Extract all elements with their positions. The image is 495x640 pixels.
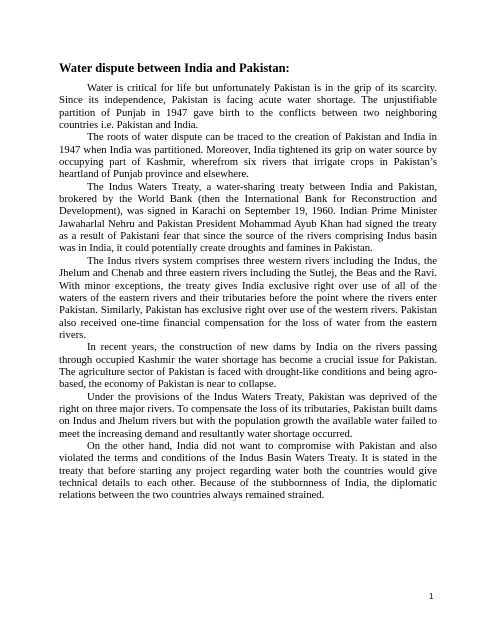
document-title: Water dispute between India and Pakistan: — [59, 61, 290, 75]
paragraph-7: On the other hand, India did not want to compromise with Pakistan and also violated the terms and conditions of the Indus Basin Waters Treaty. It is stated in the treaty that before starting any project regarding water both the countries would give technical details to each other. Because of the stubbornness of India, the diplomatic relations between the two countries always remained strained. — [59, 439, 437, 502]
paragraph-4: The Indus rivers system comprises three western rivers including the Indus, the Jhelum and Chenab and three eastern rivers including the Sutlej, the Beas and the Ravi. With minor exceptions, the treaty gives India exclusive right over use of all of the waters of the eastern rivers and their tributaries before the point where the rivers enter Pakistan. Similarly, Pakistan has exclusive right over use of the western rivers. Pakistan also received one-time financial compensation for the loss of water from the eastern rivers. — [59, 254, 437, 341]
paragraph-5: In recent years, the construction of new dams by India on the rivers passing through occupied Kashmir the water shortage has become a crucial issue for Pakistan. The agriculture sector of Pakistan is faced with drought-like conditions and being agro-based, the economy of Pakistan is near to collapse. — [59, 341, 437, 391]
page-number: 1 — [429, 592, 434, 601]
paragraph-6: Under the provisions of the Indus Waters Treaty, Pakistan was deprived of the right on three major rivers. To compensate the loss of its tributaries, Pakistan built dams on Indus and Jhelum rivers but with the population growth the available water failed to meet the increasing demand and resultantly water shortage occurred. — [59, 390, 437, 440]
paragraph-3: The Indus Waters Treaty, a water-sharing treaty between India and Pakistan, brokered by the World Bank (then the International Bank for Reconstruction and Development), was signed in Karachi on September 19, 1960. Indian Prime Minister Jawaharlal Nehru and Pakistan President Mohammad Ayub Khan had signed the treaty as a result of Pakistani fear that since the source of the rivers comprising Indus basin was in India, it could potentially create droughts and famines in Pakistan. — [59, 180, 437, 255]
paragraph-1: Water is critical for life but unfortunately Pakistan is in the grip of its scarcity. Since its independence, Pakistan is facing acute water shortage. The unjustifiable partition of Punjab in 1947 gave birth to the conflicts between two neighboring countries i.e. Pakistan and India. — [59, 82, 437, 132]
document-body — [59, 82, 437, 502]
paragraph-2: The roots of water dispute can be traced to the creation of Pakistan and India in 1947 when India was partitioned. Moreover, India tightened its grip on water source by occupying part of Kashmir, wherefrom six rivers that irrigate crops in Pakistan’s heartland of Punjab province and elsewhere. — [59, 131, 437, 181]
